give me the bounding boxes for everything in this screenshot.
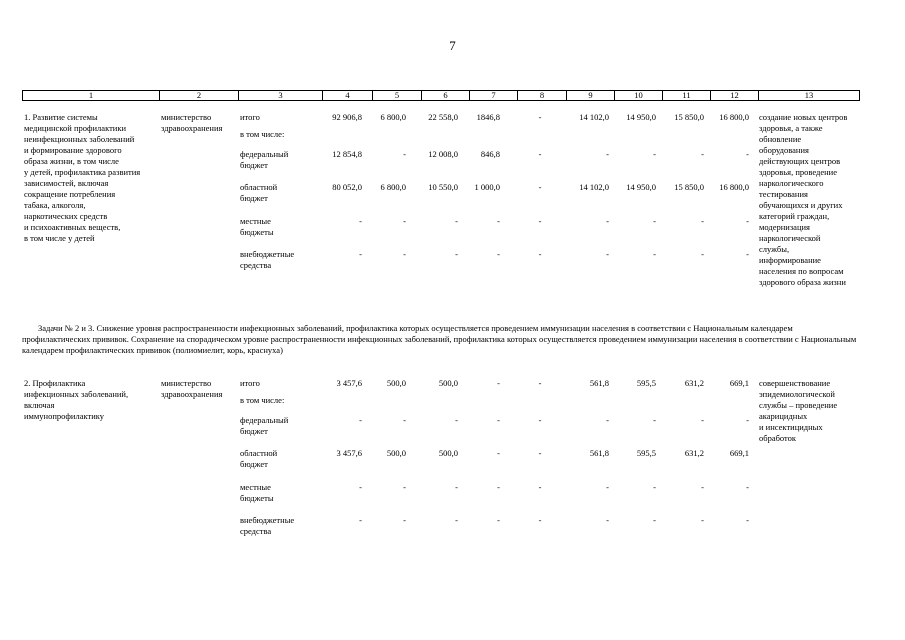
expected-result-line: службы, [759, 244, 790, 254]
funding-value-cell: 500,0 [438, 378, 458, 388]
funding-value-cell: - [538, 249, 542, 259]
funding-value-cell: 6 800,0 [380, 112, 406, 122]
column-header: 7 [470, 91, 518, 101]
funding-value-cell: - [538, 149, 542, 159]
measure-name-line: табака, алкоголя, [24, 200, 86, 210]
expected-result-line: эпидемиологической [759, 389, 835, 399]
measure-name-line: 1. Развитие системы [24, 112, 98, 122]
column-header: 8 [518, 91, 567, 101]
funding-value-cell: - [701, 249, 704, 259]
funding-source-label: местные [240, 482, 271, 492]
expected-result-line: совершенствование [759, 378, 831, 388]
funding-value-cell: - [746, 482, 749, 492]
funding-value-cell: - [746, 415, 749, 425]
column-header: 3 [239, 91, 323, 101]
funding-value-cell: 500,0 [386, 448, 406, 458]
funding-value-cell: 15 850,0 [674, 182, 704, 192]
funding-value-cell: - [746, 149, 749, 159]
funding-value-cell: - [606, 482, 609, 492]
column-header: 2 [160, 91, 239, 101]
funding-source-label: бюджеты [240, 493, 274, 503]
funding-value-cell: - [403, 216, 406, 226]
funding-value-cell: 16 800,0 [719, 112, 749, 122]
funding-source-label: бюджет [240, 426, 268, 436]
funding-source-label: средства [240, 526, 272, 536]
funding-value-cell: - [701, 415, 704, 425]
funding-value-cell: 595,5 [636, 378, 656, 388]
measure-name-line: у детей, профилактика развития [24, 167, 141, 177]
funding-source-label: областной [240, 448, 278, 458]
funding-value-cell: - [359, 482, 362, 492]
funding-source-label: бюджет [240, 193, 268, 203]
funding-value-cell: - [497, 378, 500, 388]
funding-value-cell: 595,5 [636, 448, 656, 458]
funding-value-cell: - [746, 216, 749, 226]
funding-value-cell: - [538, 515, 542, 525]
column-header: 11 [663, 91, 711, 101]
expected-result-line: здорового образа жизни [759, 277, 846, 287]
funding-source-label: федеральный [240, 415, 289, 425]
measure-name-line: иммунопрофилактику [24, 411, 105, 421]
funding-value-cell: - [455, 415, 458, 425]
funding-source-label: в том числе: [240, 129, 285, 139]
funding-value-cell: - [403, 515, 406, 525]
measure-name-line: наркотических средств [24, 211, 108, 221]
measure-name-line: включая [24, 400, 55, 410]
funding-value-cell: 3 457,6 [336, 378, 362, 388]
measure-name-line: зависимостей, включая [24, 178, 109, 188]
funding-value-cell: - [606, 216, 609, 226]
funding-source-label: областной [240, 182, 278, 192]
funding-value-cell: - [359, 216, 362, 226]
expected-result-line: обработок [759, 433, 797, 443]
funding-value-cell: 80 052,0 [332, 182, 362, 192]
measure-name-line: образа жизни, в том числе [24, 156, 119, 166]
funding-source-label: бюджеты [240, 227, 274, 237]
funding-value-cell: 1846,8 [476, 112, 500, 122]
expected-result-line: здоровья, а также [759, 123, 823, 133]
funding-value-cell: - [653, 216, 656, 226]
funding-value-cell: - [606, 149, 609, 159]
measure-name-line: неинфекционных заболеваний [24, 134, 135, 144]
funding-value-cell: - [359, 249, 362, 259]
funding-value-cell: - [497, 415, 500, 425]
expected-result-line: тестирования [759, 189, 808, 199]
funding-value-cell: - [403, 149, 406, 159]
funding-source-label: бюджет [240, 160, 268, 170]
funding-source-label: бюджет [240, 459, 268, 469]
funding-value-cell: - [497, 249, 500, 259]
expected-result-line: обновление [759, 134, 802, 144]
expected-result-line: оборудования [759, 145, 809, 155]
funding-value-cell: - [455, 482, 458, 492]
funding-source-label: итого [240, 378, 260, 388]
funding-value-cell: 561,8 [589, 378, 609, 388]
funding-value-cell: - [497, 515, 500, 525]
funding-value-cell: - [653, 482, 656, 492]
funding-value-cell: - [497, 216, 500, 226]
column-header: 1 [23, 91, 160, 101]
funding-value-cell: 669,1 [729, 448, 749, 458]
expected-result-line: действующих центров [759, 156, 841, 166]
expected-result-line: информирование [759, 255, 821, 265]
funding-value-cell: 1 000,0 [474, 182, 500, 192]
funding-source-label: федеральный [240, 149, 289, 159]
expected-result-line: акарицидных [759, 411, 808, 421]
funding-value-cell: - [497, 448, 500, 458]
column-header: 13 [759, 91, 860, 101]
funding-value-cell: 500,0 [386, 378, 406, 388]
funding-value-cell: - [359, 415, 362, 425]
funding-value-cell: 500,0 [438, 448, 458, 458]
measure-name-line: и психоактивных веществ, [24, 222, 121, 232]
funding-value-cell: - [701, 216, 704, 226]
funding-value-cell: 3 457,6 [336, 448, 362, 458]
funding-value-cell: - [746, 515, 749, 525]
column-header: 10 [615, 91, 663, 101]
column-header: 5 [373, 91, 422, 101]
measure-name-line: и формирование здорового [24, 145, 122, 155]
measure-name-line: 2. Профилактика [24, 378, 86, 388]
funding-source-label: внебюджетные [240, 515, 295, 525]
funding-value-cell: 631,2 [684, 378, 704, 388]
funding-value-cell: 14 102,0 [579, 182, 609, 192]
expected-result-line: здоровья, проведение [759, 167, 837, 177]
funding-value-cell: - [403, 415, 406, 425]
executor-line: здравоохранения [161, 123, 223, 133]
funding-value-cell: - [538, 378, 542, 388]
column-header: 12 [711, 91, 759, 101]
expected-result-line: категорий граждан, [759, 211, 830, 221]
funding-value-cell: - [359, 515, 362, 525]
expected-result-line: модернизация [759, 222, 810, 232]
funding-value-cell: - [455, 249, 458, 259]
funding-value-cell: 14 950,0 [626, 112, 656, 122]
funding-value-cell: - [403, 249, 406, 259]
funding-value-cell: 10 550,0 [428, 182, 458, 192]
funding-value-cell: - [455, 216, 458, 226]
measure-name-line: сокращение потребления [24, 189, 116, 199]
funding-value-cell: 6 800,0 [380, 182, 406, 192]
funding-value-cell: - [538, 112, 542, 122]
column-header: 9 [567, 91, 615, 101]
funding-value-cell: - [538, 482, 542, 492]
expected-result-line: службы – проведение [759, 400, 838, 410]
executor-line: министерство [161, 378, 212, 388]
measure-name-line: в том числе у детей [24, 233, 95, 243]
funding-value-cell: 22 558,0 [428, 112, 458, 122]
funding-source-label: местные [240, 216, 271, 226]
funding-value-cell: - [538, 216, 542, 226]
funding-source-label: итого [240, 112, 260, 122]
funding-value-cell: - [455, 515, 458, 525]
funding-source-label: в том числе: [240, 395, 285, 405]
funding-value-cell: - [701, 482, 704, 492]
funding-value-cell: - [538, 182, 542, 192]
page-number: 7 [449, 38, 456, 53]
funding-value-cell: - [403, 482, 406, 492]
measure-name-line: медицинской профилактики [24, 123, 127, 133]
funding-value-cell: - [701, 149, 704, 159]
executor-line: здравоохранения [161, 389, 223, 399]
funding-value-cell: - [653, 249, 656, 259]
funding-value-cell: - [606, 249, 609, 259]
funding-value-cell: 561,8 [589, 448, 609, 458]
column-header-row [22, 90, 860, 101]
funding-value-cell: 669,1 [729, 378, 749, 388]
measure-name-line: инфекционных заболеваний, [24, 389, 129, 399]
funding-value-cell: - [606, 415, 609, 425]
funding-value-cell: 16 800,0 [719, 182, 749, 192]
funding-value-cell: - [497, 482, 500, 492]
expected-result-line: наркологической [759, 233, 821, 243]
expected-result-line: и инсектицидных [759, 422, 823, 432]
funding-value-cell: - [606, 515, 609, 525]
funding-value-cell: 14 950,0 [626, 182, 656, 192]
column-header: 6 [422, 91, 470, 101]
funding-value-cell: - [653, 149, 656, 159]
funding-value-cell: 15 850,0 [674, 112, 704, 122]
funding-source-label: средства [240, 260, 272, 270]
funding-value-cell: - [746, 249, 749, 259]
funding-value-cell: 12 854,8 [332, 149, 362, 159]
executor-line: министерство [161, 112, 212, 122]
expected-result-line: обучающихся и других [759, 200, 843, 210]
funding-value-cell: - [653, 415, 656, 425]
funding-value-cell: - [653, 515, 656, 525]
funding-value-cell: 631,2 [684, 448, 704, 458]
expected-result-line: населения по вопросам [759, 266, 844, 276]
funding-value-cell: 14 102,0 [579, 112, 609, 122]
expected-result-line: создание новых центров [759, 112, 848, 122]
expected-result-line: наркологического [759, 178, 824, 188]
funding-value-cell: - [538, 415, 542, 425]
funding-source-label: внебюджетные [240, 249, 295, 259]
task-statement: Задачи № 2 и 3. Снижение уровня распространенности инфекционных заболеваний, профилактика которых осуществляется проведением иммунизации населения в соответствии с Национальным календарем профилактических прививок. Сохранение на спорадическом уровне распространенности инфекционных заболеваний, профилактика которых осуществляется проведением иммунизации населения в соответствии с Национальным календарем профилактических прививок (полиомиелит, корь, краснуха) [22, 323, 857, 355]
column-header: 4 [323, 91, 373, 101]
funding-value-cell: 846,8 [480, 149, 500, 159]
funding-value-cell: 12 008,0 [428, 149, 458, 159]
funding-value-cell: - [538, 448, 542, 458]
funding-value-cell: - [701, 515, 704, 525]
funding-value-cell: 92 906,8 [332, 112, 362, 122]
